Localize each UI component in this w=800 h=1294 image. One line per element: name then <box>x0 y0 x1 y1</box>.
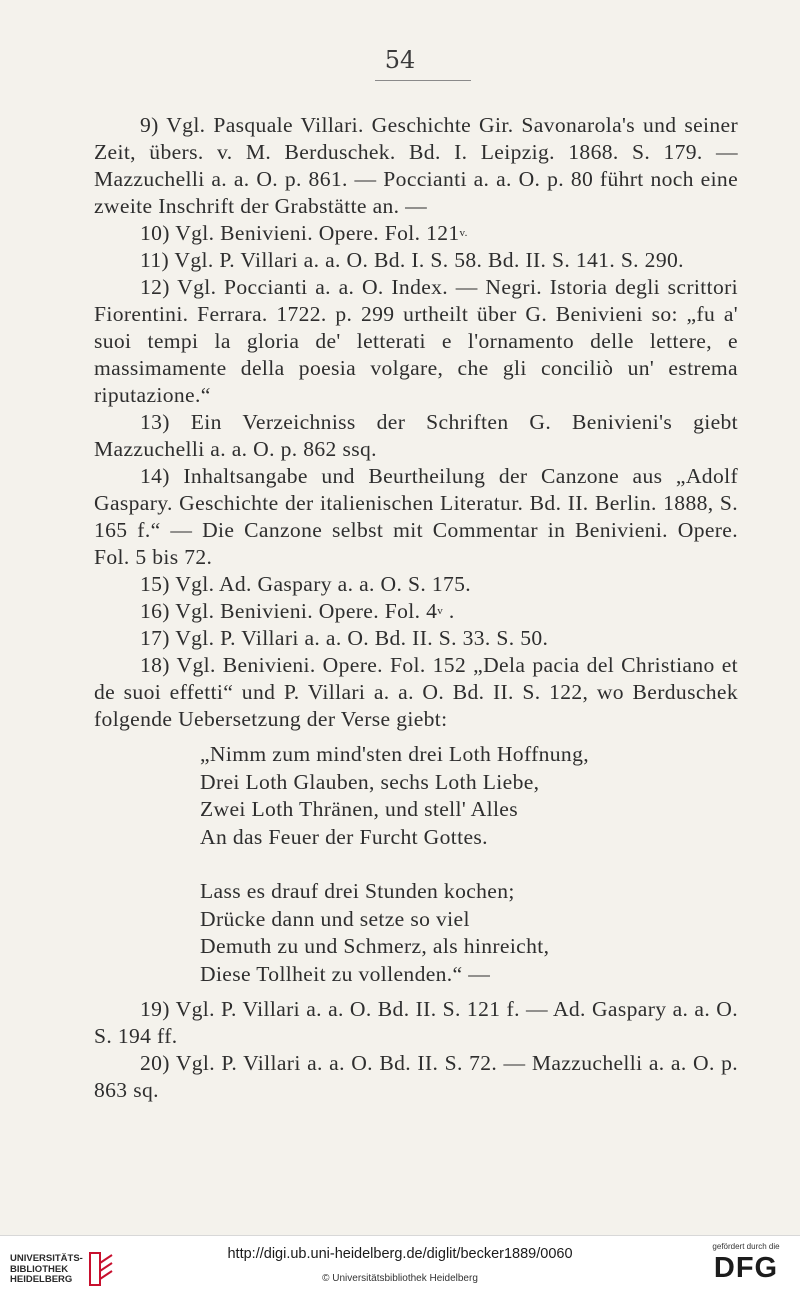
dfg-logo: DFG <box>713 1252 779 1284</box>
footnote-17: 17) Vgl. P. Villari a. a. O. Bd. II. S. 33. S. 50. <box>140 626 549 650</box>
footnote-13: 13) Ein Verzeichniss der Schriften G. Benivieni's giebt Mazzuchelli a. a. O. p. 862 ssq. <box>94 410 738 461</box>
footnotes-body <box>94 112 738 1104</box>
footnote-20: 20) Vgl. P. Villari a. a. O. Bd. II. S. 72. — Mazzuchelli a. a. O. p. 863 sq. <box>94 1051 738 1102</box>
page-number: 54 <box>384 46 416 74</box>
poem-stanza-2 <box>94 878 738 988</box>
superscript: v. <box>459 227 468 239</box>
poem-line: „Nimm zum mind'sten drei Loth Hoffnung, <box>200 742 589 766</box>
permalink-url[interactable]: http://digi.ub.uni-heidelberg.de/diglit/becker1889/0060 <box>227 1246 573 1262</box>
copyright-text: © Universitätsbibliothek Heidelberg <box>322 1273 478 1284</box>
footnote-15: 15) Vgl. Ad. Gaspary a. a. O. S. 175. <box>140 572 472 596</box>
footnote-11: 11) Vgl. P. Villari a. a. O. Bd. I. S. 58. Bd. II. S. 141. S. 290. <box>140 248 684 272</box>
poem-line: Diese Tollheit zu vollenden.“ — <box>200 961 491 986</box>
footnote-19: 19) Vgl. P. Villari a. a. O. Bd. II. S. 121 f. — Ad. Gaspary a. a. O. S. 194 ff. <box>94 997 738 1048</box>
sponsor-note: gefördert durch die <box>712 1242 780 1251</box>
poem-line: Drücke dann und setze so viel <box>200 906 470 931</box>
header-rule <box>375 80 471 81</box>
poem-line: Zwei Loth Thränen, und stell' Alles <box>200 797 518 821</box>
library-logo-text: UNIVERSITÄTS- BIBLIOTHEK HEIDELBERG <box>10 1253 83 1285</box>
footnote-16: 16) Vgl. Benivieni. Opere. Fol. 4$^v$ . <box>140 599 455 623</box>
sponsor-logo[interactable] <box>706 1242 786 1283</box>
poem-stanza-1 <box>94 741 738 851</box>
footnote-14: 14) Inhaltsangabe und Beurtheilung der Canzone aus „Adolf Gaspary. Geschichte der italienischen Literatur. Bd. II. Berlin. 1888, S. 165 f.“ — Die Canzone selbst mit Commentar in Benivieni. Opere. Fol. 5 bis 72. <box>94 464 738 569</box>
footer-bar <box>0 1235 800 1294</box>
superscript: v <box>437 605 444 617</box>
poem-line: An das Feuer der Furcht Gottes. <box>200 824 488 849</box>
poem-line: Lass es drauf drei Stunden kochen; <box>200 879 515 903</box>
footnote-10: 10) Vgl. Benivieni. Opere. Fol. $121^{v.}$ <box>140 221 468 245</box>
footnote-18: 18) Vgl. Benivieni. Opere. Fol. 152 „Dela pacia del Christiano et de suoi effetti“ und P. Villari a. a. O. Bd. II. S. 122, wo Berduschek folgende Uebersetzung der Verse giebt: <box>94 653 738 731</box>
poem-line: Demuth zu und Schmerz, als hinreicht, <box>200 934 550 958</box>
footnote-12: 12) Vgl. Poccianti a. a. O. Index. — Negri. Istoria degli scrittori Fiorentini. Ferrara. 1722. p. 299 urtheilt über G. Benivieni so: „fu a' suoi tempi la gloria de' letterati e l'ornamento delle lettere, e massimamente della poesia volgare, che gli conciliò un' estrema riputazione.“ <box>94 275 738 407</box>
poem-line: Drei Loth Glauben, sechs Loth Liebe, <box>200 769 540 794</box>
footnote-9: 9) Vgl. Pasquale Villari. Geschichte Gir. Savonarola's und seiner Zeit, übers. v. M. Berduschek. Bd. I. Leipzig. 1868. S. 179. — Mazzuchelli a. a. O. p. 861. — Poccianti a. a. O. p. 80 führt noch eine zweite Inschrift der Grabstätte an. — <box>94 113 738 218</box>
